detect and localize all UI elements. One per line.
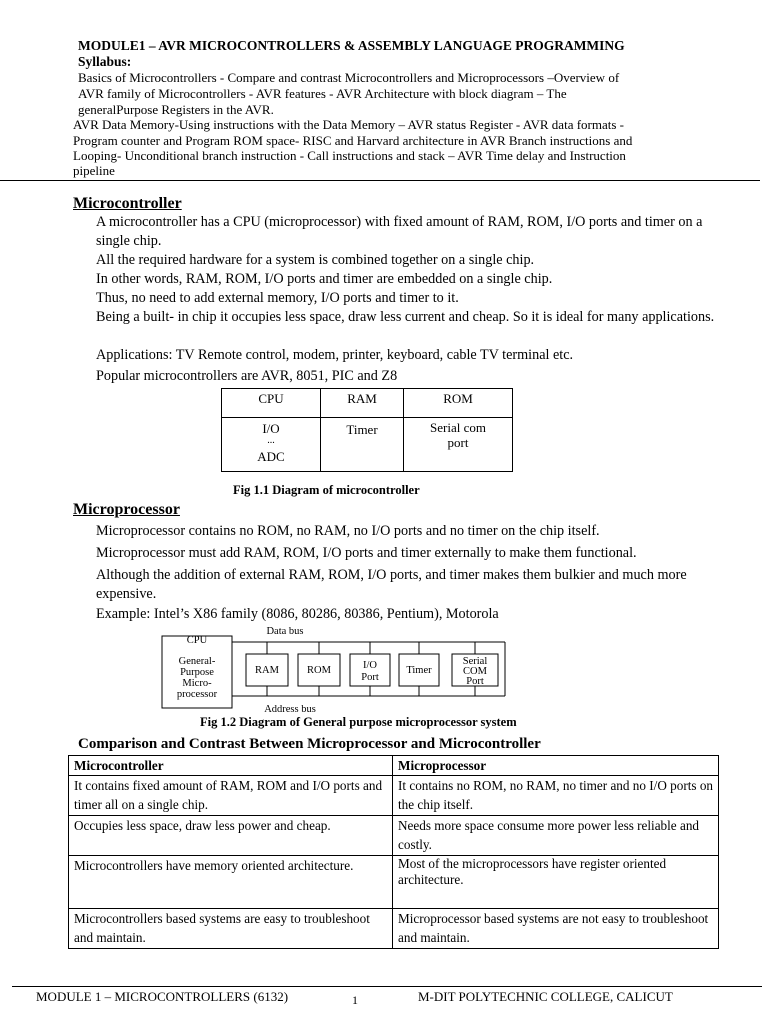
diagram-cell-cpu: CPU: [222, 389, 321, 418]
paragraph: Microprocessor must add RAM, ROM, I/O ports and timer externally to make them functional.: [96, 545, 637, 561]
data-bus-label: Data bus: [266, 626, 304, 637]
table-cell: Microcontrollers based systems are easy to troubleshoot and maintain.: [69, 909, 393, 949]
column-header: Microprocessor: [393, 756, 719, 776]
address-bus-label: Address bus: [264, 704, 316, 715]
serial-label: COM: [463, 666, 487, 677]
diagram-cell-io: [222, 418, 321, 472]
table-row: [69, 856, 719, 909]
page-title: MODULE1 – AVR MICROCONTROLLERS & ASSEMBLY LANGUAGE PROGRAMMING: [78, 38, 625, 53]
paragraph: Example: Intel’s X86 family (8086, 80286, 80386, Pentium), Motorola: [96, 606, 499, 622]
comparison-table: [68, 755, 719, 949]
paragraph: Being a built- in chip it occupies less space, draw less current and cheap. So it is ideal for many applications.: [96, 309, 715, 325]
syllabus-line: AVR family of Microcontrollers - AVR features - AVR Architecture with block diagram – The: [78, 86, 567, 101]
io-port-label: Port: [361, 672, 379, 683]
syllabus-line: generalPurpose Registers in the AVR.: [78, 102, 274, 117]
rom-label: ROM: [307, 665, 331, 676]
serial-label: Serial: [462, 656, 488, 667]
table-cell: It contains no ROM, no RAM, no timer and no I/O ports on the chip itself.: [393, 776, 719, 816]
timer-label: Timer: [406, 665, 432, 676]
syllabus-line: Program counter and Program ROM space- RISC and Harvard architecture in AVR Branch instructions and: [73, 133, 633, 148]
io-port-label: I/O: [363, 660, 377, 671]
syllabus-line: AVR Data Memory-Using instructions with the Data Memory – AVR status Register - AVR data formats -: [73, 117, 625, 132]
table-cell: Needs more space consume more power less reliable and costly.: [393, 816, 719, 856]
paragraph: Although the addition of external RAM, ROM, I/O ports, and timer makes them bulkier and much more expensive.: [96, 567, 687, 602]
table-cell: Microprocessor based systems are not easy to troubleshoot and maintain.: [393, 909, 719, 949]
microprocessor-diagram: [160, 624, 510, 716]
table-row: [69, 776, 719, 816]
io-label: I/O: [262, 421, 280, 436]
table-cell: Most of the microprocessors have register oriented architecture.: [393, 856, 719, 909]
diagram-cell-rom: ROM: [404, 389, 513, 418]
cpu-label: CPU: [186, 635, 208, 646]
table-cell: It contains fixed amount of RAM, ROM and I/O ports and timer all on a single chip.: [69, 776, 393, 816]
footer-module: MODULE 1 – MICROCONTROLLERS (6132): [36, 989, 289, 1004]
cpu-line: Purpose: [180, 667, 214, 678]
cpu-line: General-: [178, 656, 216, 667]
page-number: 1: [352, 993, 358, 1007]
microcontroller-heading: Microcontroller: [73, 195, 182, 212]
microprocessor-heading: Microprocessor: [73, 501, 180, 518]
serial-label: Port: [466, 676, 484, 687]
paragraph: A microcontroller has a CPU (microprocessor) with fixed amount of RAM, ROM, I/O ports and timer on a single chip.: [96, 214, 703, 249]
diagram-cell-timer: Timer: [321, 418, 404, 472]
figure-caption: Fig 1.1 Diagram of microcontroller: [233, 483, 420, 497]
paragraph: Thus, no need to add external memory, I/O ports and timer to it.: [96, 290, 459, 306]
adc-label: ADC: [257, 449, 285, 464]
ellipsis: ...: [267, 435, 275, 446]
paragraph: All the required hardware for a system is combined together on a single chip.: [96, 252, 535, 268]
comparison-heading: Comparison and Contrast Between Microprocessor and Microcontroller: [78, 736, 541, 752]
paragraph: Popular microcontrollers are AVR, 8051, PIC and Z8: [96, 368, 398, 384]
syllabus-line: Looping- Unconditional branch instruction - Call instructions and stack – AVR Time delay and Instruction: [73, 148, 626, 163]
table-cell: Occupies less space, draw less power and cheap.: [69, 816, 393, 856]
paragraph: Applications: TV Remote control, modem, printer, keyboard, cable TV terminal etc.: [96, 347, 574, 363]
table-row: [69, 816, 719, 856]
footer-divider: [12, 986, 762, 987]
cpu-line: Micro-: [182, 678, 212, 689]
figure-caption: Fig 1.2 Diagram of General purpose microprocessor system: [200, 715, 517, 729]
syllabus-line: Basics of Microcontrollers - Compare and contrast Microcontrollers and Microprocessors –Overview of: [78, 70, 620, 85]
microcontroller-diagram: [221, 388, 513, 472]
diagram-cell-ram: RAM: [321, 389, 404, 418]
paragraph: Microprocessor contains no ROM, no RAM, no I/O ports and no timer on the chip itself.: [96, 523, 600, 539]
table-row: [69, 909, 719, 949]
cpu-line: processor: [176, 689, 218, 700]
syllabus-label: Syllabus:: [78, 54, 132, 69]
footer-college: M-DIT POLYTECHNIC COLLEGE, CALICUT: [418, 989, 673, 1004]
header-divider: [0, 180, 760, 181]
diagram-cell-serial: Serial com port: [404, 418, 513, 472]
ram-label: RAM: [255, 665, 279, 676]
syllabus-line: pipeline: [73, 163, 115, 178]
table-cell: Microcontrollers have memory oriented architecture.: [69, 856, 393, 909]
paragraph: In other words, RAM, ROM, I/O ports and timer are embedded on a single chip.: [96, 271, 553, 287]
column-header: Microcontroller: [69, 756, 393, 776]
